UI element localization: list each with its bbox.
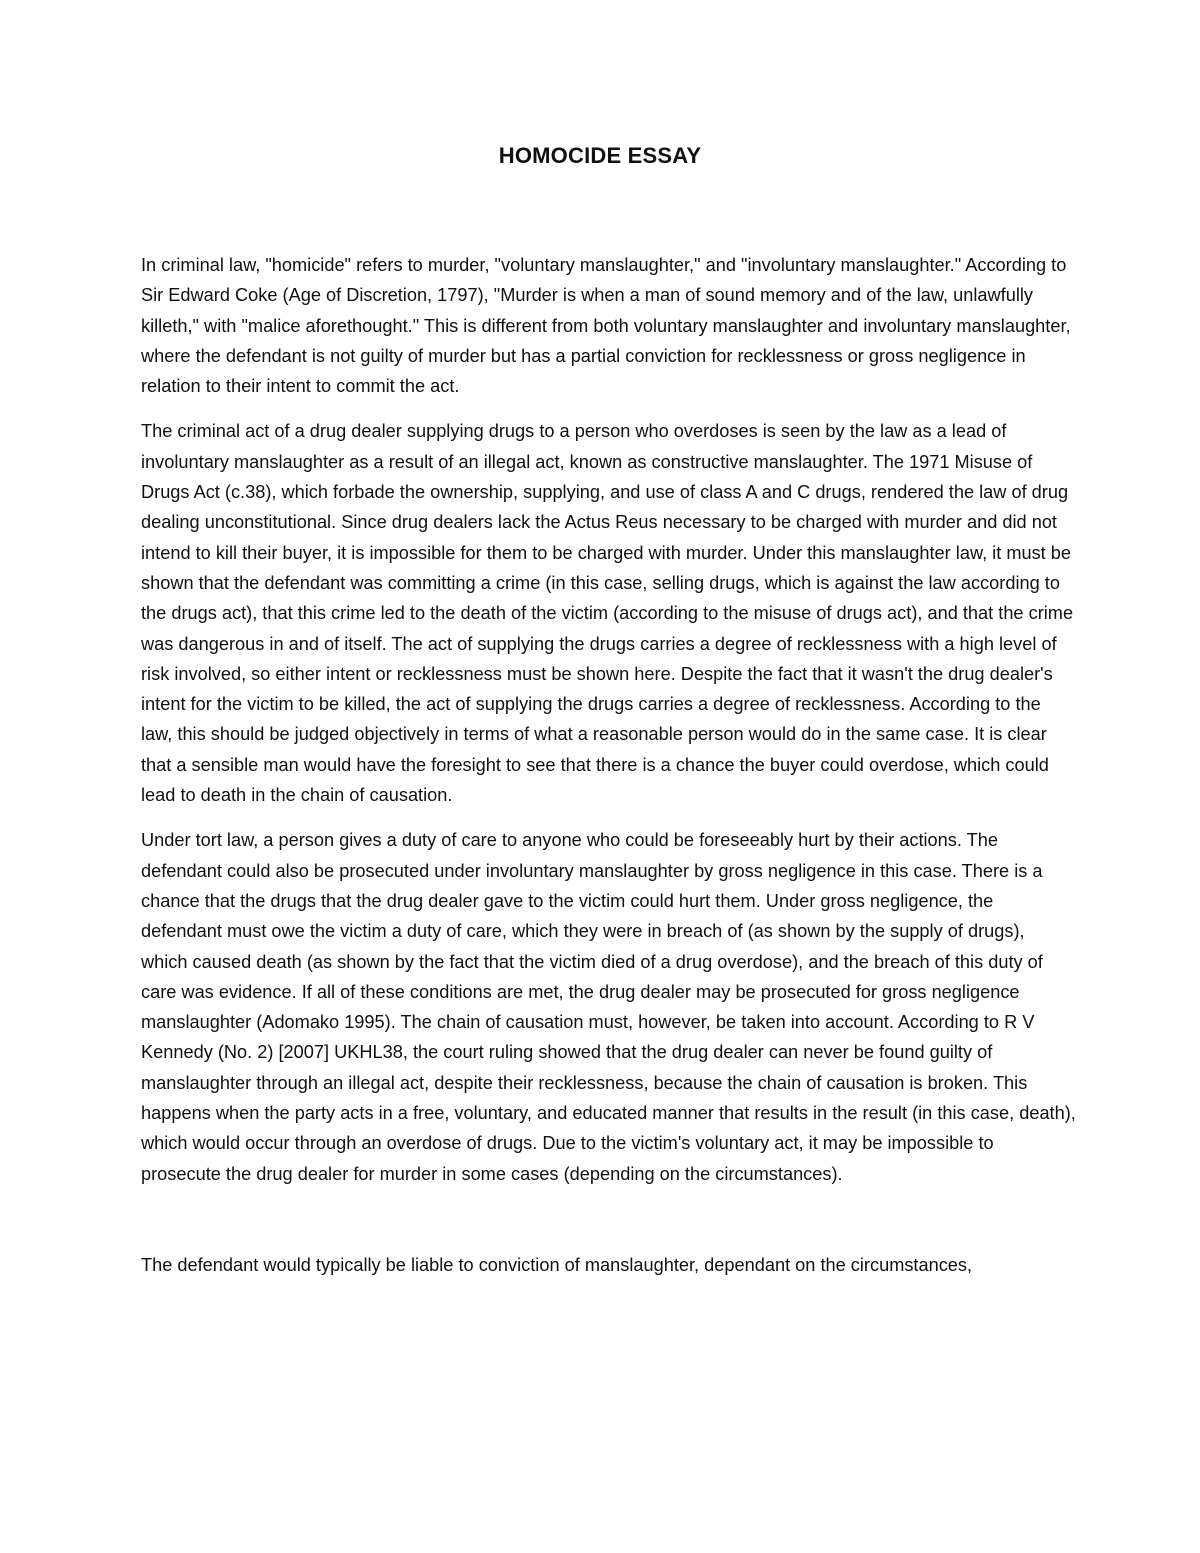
document-body [141, 250, 1076, 1295]
paragraph-conclusion: The defendant would typically be liable to conviction of manslaughter, dependant on the circumstances, [141, 1254, 973, 1275]
paragraph-constructive-manslaughter: The criminal act of a drug dealer supplying drugs to a person who overdoses is seen by the law as a lead of involuntary manslaughter as a result of an illegal act, known as constructive manslaughter. The 1971 Misuse of Drugs Act (c.38), which forbade the ownership, supplying, and use of class A and C drugs, rendered the law of drug dealing unconstitutional. Since drug dealers lack the Actus Reus necessary to be charged with murder and did not intend to kill their buyer, it is impossible for them to be charged with murder. Under this manslaughter law, it must be shown that the defendant was committing a crime (in this case, selling drugs, which is against the law according to the drugs act), that this crime led to the death of the victim (according to the misuse of drugs act), and that the crime was dangerous in and of itself. The act of supplying the drugs carries a degree of recklessness with a high level of risk involved, so either intent or recklessness must be shown here. Despite the fact that it wasn't the drug dealer's intent for the victim to be killed, the act of supplying the drugs carries a degree of recklessness. According to the law, this should be judged objectively in terms of what a reasonable person would do in the same case. It is clear that a sensible man would have the foresight to see that there is a chance the buyer could overdose, which could lead to death in the chain of causation. [141, 421, 1074, 806]
document-title: HOMOCIDE ESSAY [498, 143, 702, 168]
paragraph-homicide-definition: In criminal law, "homicide" refers to murder, "voluntary manslaughter," and "involuntary manslaughter." According to Sir Edward Coke (Age of Discretion, 1797), "Murder is when a man of sound memory and of the law, unlawfully killeth," with "malice aforethought." This is different from both voluntary manslaughter and involuntary manslaughter, where the defendant is not guilty of murder but has a partial conviction for recklessness or gross negligence in relation to their intent to commit the act. [141, 255, 1071, 397]
paragraph-gross-negligence: Under tort law, a person gives a duty of care to anyone who could be foreseeably hurt by their actions. The defendant could also be prosecuted under involuntary manslaughter by gross negligence in this case. There is a chance that the drugs that the drug dealer gave to the victim could hurt them. Under gross negligence, the defendant must owe the victim a duty of care, which they were in breach of (as shown by the supply of drugs), which caused death (as shown by the fact that the victim died of a drug overdose), and the breach of this duty of care was evidence. If all of these conditions are met, the drug dealer may be prosecuted for gross negligence manslaughter (Adomako 1995). The chain of causation must, however, be taken into account. According to R V Kennedy (No. 2) [2007] UKHL38, the court ruling showed that the drug dealer can never be found guilty of manslaughter through an illegal act, despite their recklessness, because the chain of causation is broken. This happens when the party acts in a free, voluntary, and educated manner that results in the result (in this case, death), which would occur through an overdose of drugs. Due to the victim's voluntary act, it may be impossible to prosecute the drug dealer for murder in some cases (depending on the circumstances). [141, 830, 1076, 1184]
